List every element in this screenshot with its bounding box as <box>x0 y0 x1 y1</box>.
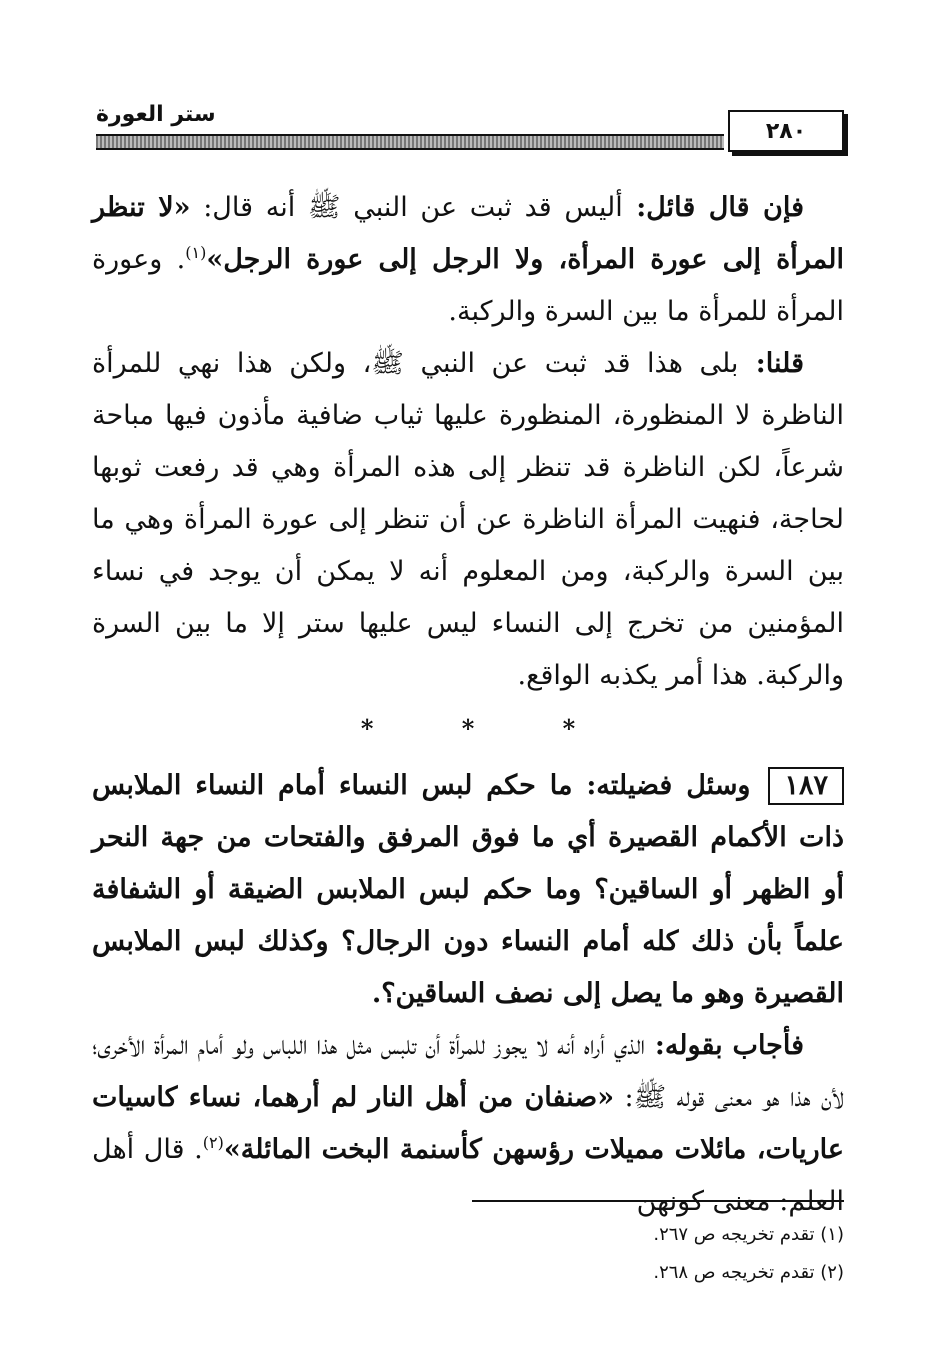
paragraph-reply <box>92 338 844 702</box>
footnote-1: (١) تقدم تخريجه ص ٢٦٧. <box>653 1224 844 1245</box>
question-text: وسئل فضيلته: ما حكم لبس النساء أمام النساء الملابس ذات الأكمام القصيرة أي ما فوق المرفق والفتحات من جهة النحر أو الظهر أو الساقين؟ وما حكم لبس الملابس الضيقة أو الشفافة علماً بأن ذلك كله أمام النساء دون الرجال؟ وكذلك لبس الملابس القصيرة وهو ما يصل إلى نصف الساقين؟. <box>92 770 844 1009</box>
hadith-quote: «لا تنظر المرأة إلى عورة المرأة، ولا الرجل إلى عورة الرجل» <box>92 192 845 275</box>
question-number: ١٨٧ <box>768 767 844 805</box>
objection-tail: . وعورة المرأة للمرأة ما بين السرة والركبة. <box>92 244 844 327</box>
objection-text: أليس قد ثبت عن النبي ﷺ أنه قال: <box>190 192 623 223</box>
footnote-2: (٢) تقدم تخريجه ص ٢٦٨. <box>653 1262 844 1283</box>
answer-paragraph <box>92 1020 844 1228</box>
footnote-rule <box>472 1200 844 1202</box>
reply-text: بلى هذا قد ثبت عن النبي ﷺ، ولكن هذا نهي للمرأة الناظرة لا المنظورة، المنظورة عليها ثياب ضافية مأذون فيها مباحة شرعاً، لكن الناظرة قد تنظر إلى هذه المرأة وهي قد رفعت ثوبها لحاجة، فنهيت المرأة الناظرة عن أن تنظر إلى عورة المرأة وهي ما بين السرة والركبة، ومن المعلوم أنه لا يمكن أن يوجد في نساء المؤمنين من تخرج إلى النساء ليس عليها ستر إلا ما بين السرة والركبة. هذا أمر يكذبه الواقع. <box>92 348 844 691</box>
running-title: ستر العورة <box>96 102 216 127</box>
reply-lead: قلنا: <box>738 348 804 379</box>
question-paragraph <box>92 760 844 1020</box>
page-header <box>96 98 844 158</box>
page-number: ٢٨٠ <box>728 110 844 152</box>
footnote-marker-1: (١) <box>185 243 207 262</box>
objection-lead: فإن قال قائل: <box>622 192 804 223</box>
main-text <box>92 182 844 1228</box>
header-rule <box>96 134 724 150</box>
answer-hadith: «صنفان من أهل النار لم أرهما، نساء كاسيات عاريات، مائلات مميلات رؤسهن كأسنمة البخت المائلة» <box>92 1082 845 1165</box>
answer-tail: . قال أهل العلم: معنى كونهن <box>92 1134 844 1217</box>
paragraph-objection <box>92 182 844 338</box>
section-separator: * * * <box>360 714 616 743</box>
footnote-marker-2: (٢) <box>202 1133 224 1152</box>
answer-text: الذي أراه أنه لا يجوز للمرأة أن تلبس مثل هذا اللباس ولو أمام المرأة الأخرى؛ لأن هذا هو معنى قوله ﷺ: <box>92 1030 844 1113</box>
footnotes <box>96 1216 844 1292</box>
answer-lead: فأجاب بقوله: <box>645 1030 804 1061</box>
